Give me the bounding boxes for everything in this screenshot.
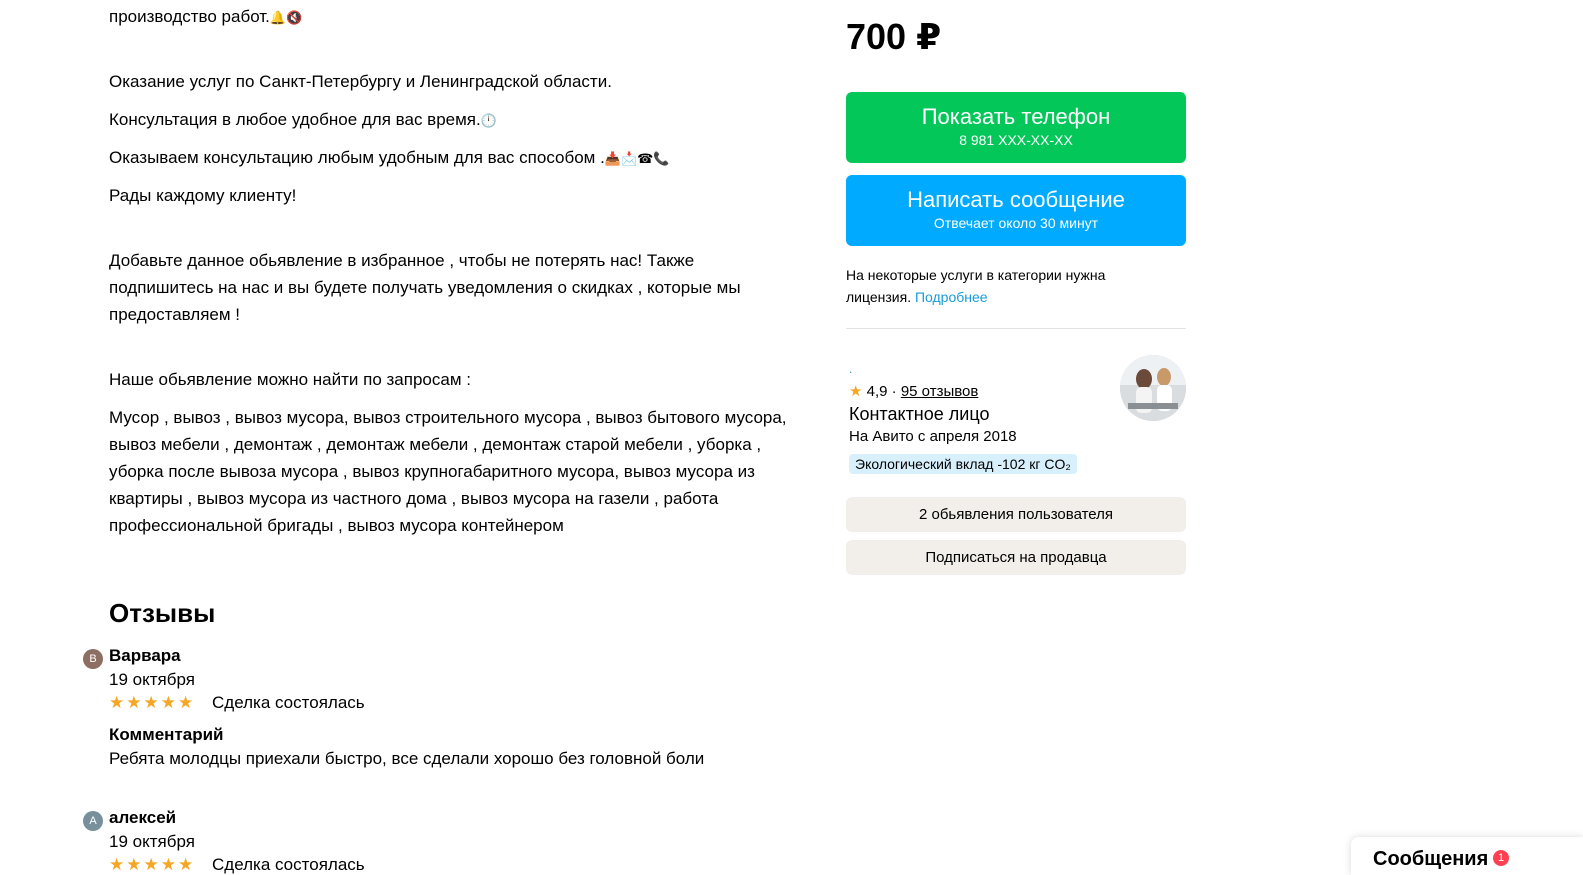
divider [846, 328, 1186, 329]
license-notice [846, 264, 1166, 308]
description-line [109, 144, 789, 172]
description-text: Оказываем консультацию любым удобным для вас способом . [109, 148, 605, 167]
deal-status: Сделка состоялась [212, 693, 365, 712]
messenger-title: Сообщения [1373, 848, 1489, 870]
star-icon: ★ [849, 383, 863, 400]
description-line: Оказание услуг по Санкт-Петербургу и Ленинградской области. [109, 72, 612, 91]
description-text: производство работ. [109, 7, 270, 26]
unread-badge: 1 [1493, 850, 1509, 866]
license-more-link[interactable]: Подробнее [914, 289, 988, 305]
description-text: Консультация в любое удобное для вас время. [109, 110, 481, 129]
star-rating-icon: ★★★★★ [109, 693, 196, 712]
search-queries: Мусор , вывоз , вывоз мусора, вывоз строительного мусора , вывоз бытового мусора, вывоз мебели , демонтаж , демонтаж мебели , демонтаж старой мебели , уборка , уборка после вывоза мусора , вывоз крупногабаритного мусора, вывоз мусора из квартиры , вывоз мусора из частного дома , вывоз мусора на газели , работа профессиональной бригады , вывоз мусора контейнером [109, 408, 787, 535]
review-date: 19 октября [109, 670, 195, 689]
star-rating-icon: ★★★★★ [109, 855, 196, 874]
response-time: Отвечает около 30 минут [933, 215, 1099, 231]
description-line [109, 3, 789, 31]
price: 700 ₽ [846, 16, 942, 57]
comment-label: Комментарий [109, 725, 224, 744]
seller-photo-icon [1120, 355, 1186, 421]
show-phone-button[interactable] [846, 92, 1186, 163]
license-text: На некоторые услуги в категории нужна лицензия. [846, 267, 1106, 305]
deal-status: Сделка состоялась [212, 855, 365, 874]
review-date: 19 октября [109, 832, 195, 851]
description-paragraph: Добавьте данное обьявление в избранное , чтобы не потерять нас! Также подпишитесь на нас и вы будете получать уведомления о скидках , которые мы предоставляем ! [109, 251, 741, 324]
rating-value: 4,9 [866, 383, 888, 400]
clock-icon: 🕛 [480, 113, 497, 128]
description-line: Наше обьявление можно найти по запросам : [109, 370, 471, 389]
seller-rating [849, 382, 978, 400]
messenger-widget[interactable] [1351, 837, 1583, 875]
seller-name-dot[interactable]: . [849, 362, 853, 376]
review-comment: Ребята молодцы приехали быстро, все сделали хорошо без головной боли [109, 749, 705, 768]
description-line [109, 106, 789, 134]
reviewer-name: Варвара [109, 646, 181, 665]
eco-badge: Экологический вклад -102 кг CO₂ [849, 454, 1077, 474]
description-line: Рады каждому клиенту! [109, 186, 297, 205]
member-since: На Авито с апреля 2018 [849, 428, 1017, 445]
reviewer-avatar: А [83, 811, 103, 831]
reviewer-name: алексей [109, 808, 177, 827]
reviews-title: Отзывы [109, 598, 216, 628]
bell-icon: 🔔🔇 [269, 10, 303, 25]
reviews-link[interactable]: 95 отзывов [900, 383, 979, 400]
reviewer-avatar: В [83, 649, 103, 669]
seller-ads-button[interactable]: 2 обьявления пользователя [846, 497, 1186, 532]
phone-icon: 📥📩☎📞 [604, 151, 670, 166]
write-message-label: Написать сообщение [907, 187, 1125, 212]
rating-separator: · [891, 383, 897, 400]
subscribe-seller-button[interactable]: Подписаться на продавца [846, 540, 1186, 575]
phone-number-mask: 8 981 XXX-XX-XX [959, 132, 1073, 148]
write-message-button[interactable] [846, 175, 1186, 246]
contact-person: Контактное лицо [849, 404, 990, 424]
seller-avatar[interactable] [1120, 355, 1186, 421]
show-phone-label: Показать телефон [921, 104, 1111, 129]
